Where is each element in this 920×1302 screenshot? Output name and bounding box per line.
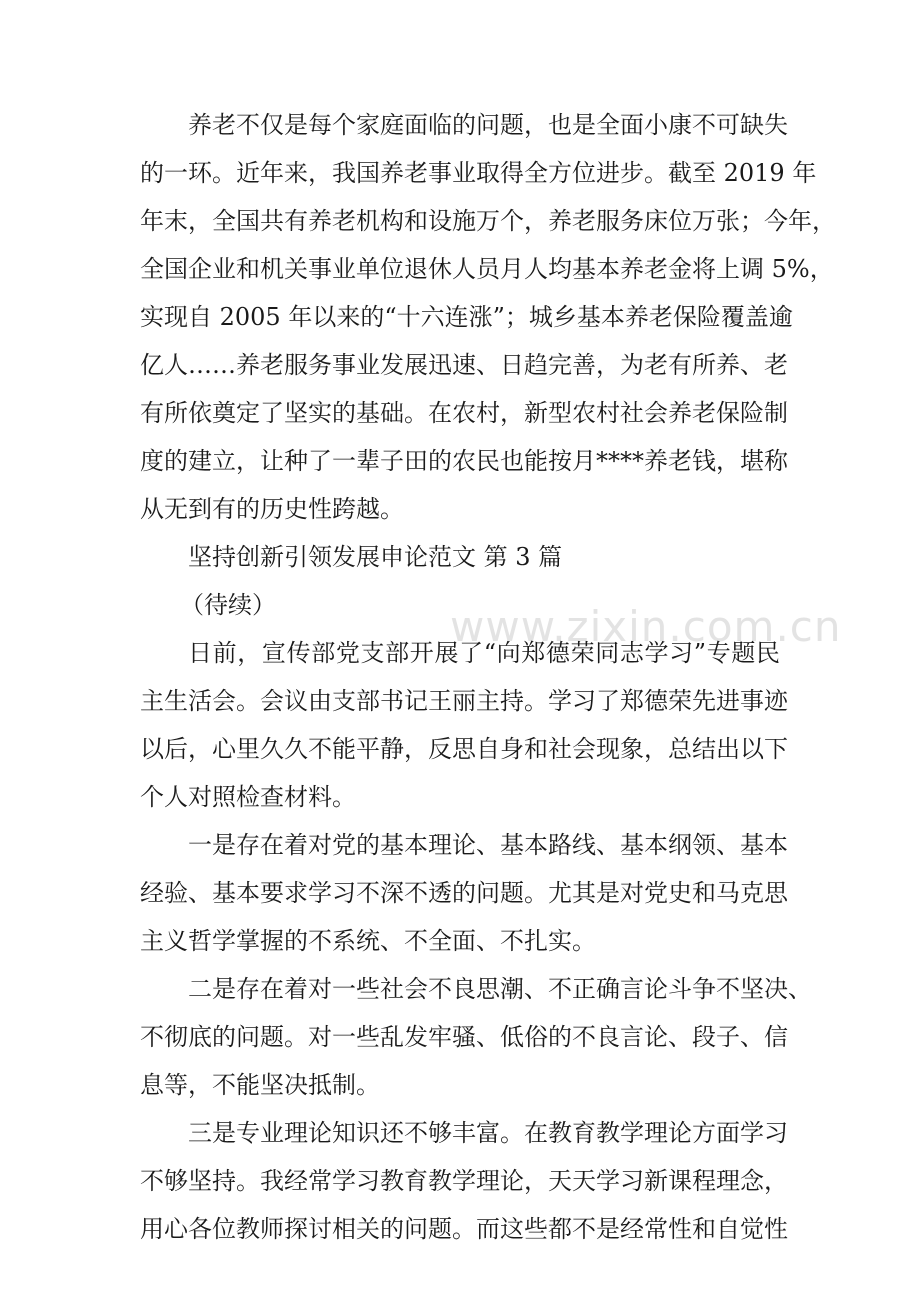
paragraph-2-line-1: 日前，宣传部党支部开展了“向郑德荣同志学习”专题民	[188, 639, 780, 667]
paragraph-3-line-2: 经验、基本要求学习不深不透的问题。尤其是对党史和马克思	[140, 879, 788, 907]
paragraph-1-line-9: 从无到有的历史性跨越。	[140, 495, 404, 523]
paragraph-2-line-4: 个人对照检查材料。	[140, 783, 356, 811]
watermark: www.zixin.com.cn	[450, 602, 842, 651]
paragraph-1-line-8: 度的建立，让种了一辈子田的农民也能按月****养老钱，堪称	[140, 447, 788, 475]
to-be-continued-note: （待续）	[180, 591, 276, 619]
paragraph-1-line-2: 的一环。近年来，我国养老事业取得全方位进步。截至 2019 年	[140, 159, 817, 187]
paragraph-4-line-2: 不彻底的问题。对一些乱发牢骚、低俗的不良言论、段子、信	[140, 1023, 788, 1051]
paragraph-5-line-3: 用心各位教师探讨相关的问题。而这些都不是经常性和自觉性	[140, 1215, 788, 1243]
paragraph-5-line-2: 不够坚持。我经常学习教育教学理论，天天学习新课程理念，	[140, 1167, 788, 1195]
section-heading: 坚持创新引领发展申论范文 第 3 篇	[188, 543, 563, 571]
paragraph-5-line-1: 三是专业理论知识还不够丰富。在教育教学理论方面学习	[188, 1119, 788, 1147]
paragraph-3-line-1: 一是存在着对党的基本理论、基本路线、基本纲领、基本	[188, 831, 788, 859]
paragraph-1-line-3: 年末，全国共有养老机构和设施万个，养老服务床位万张；今年，	[140, 207, 836, 235]
paragraph-4-line-1: 二是存在着对一些社会不良思潮、不正确言论斗争不坚决、	[188, 975, 812, 1003]
paragraph-1-line-5: 实现自 2005 年以来的“十六连涨”；城乡基本养老保险覆盖逾	[140, 303, 793, 331]
paragraph-1-line-6: 亿人……养老服务事业发展迅速、日趋完善，为老有所养、老	[140, 351, 788, 379]
paragraph-3-line-3: 主义哲学掌握的不系统、不全面、不扎实。	[140, 927, 596, 955]
paragraph-1-line-4: 全国企业和机关事业单位退休人员月人均基本养老金将上调 5%，	[140, 255, 834, 283]
paragraph-4-line-3: 息等，不能坚决抵制。	[140, 1071, 380, 1099]
paragraph-1-line-7: 有所依奠定了坚实的基础。在农村，新型农村社会养老保险制	[140, 399, 788, 427]
paragraph-1-line-1: 养老不仅是每个家庭面临的问题，也是全面小康不可缺失	[188, 111, 788, 139]
paragraph-2-line-3: 以后，心里久久不能平静，反思自身和社会现象，总结出以下	[140, 735, 788, 763]
paragraph-2-line-2: 主生活会。会议由支部书记王丽主持。学习了郑德荣先进事迹	[140, 687, 788, 715]
